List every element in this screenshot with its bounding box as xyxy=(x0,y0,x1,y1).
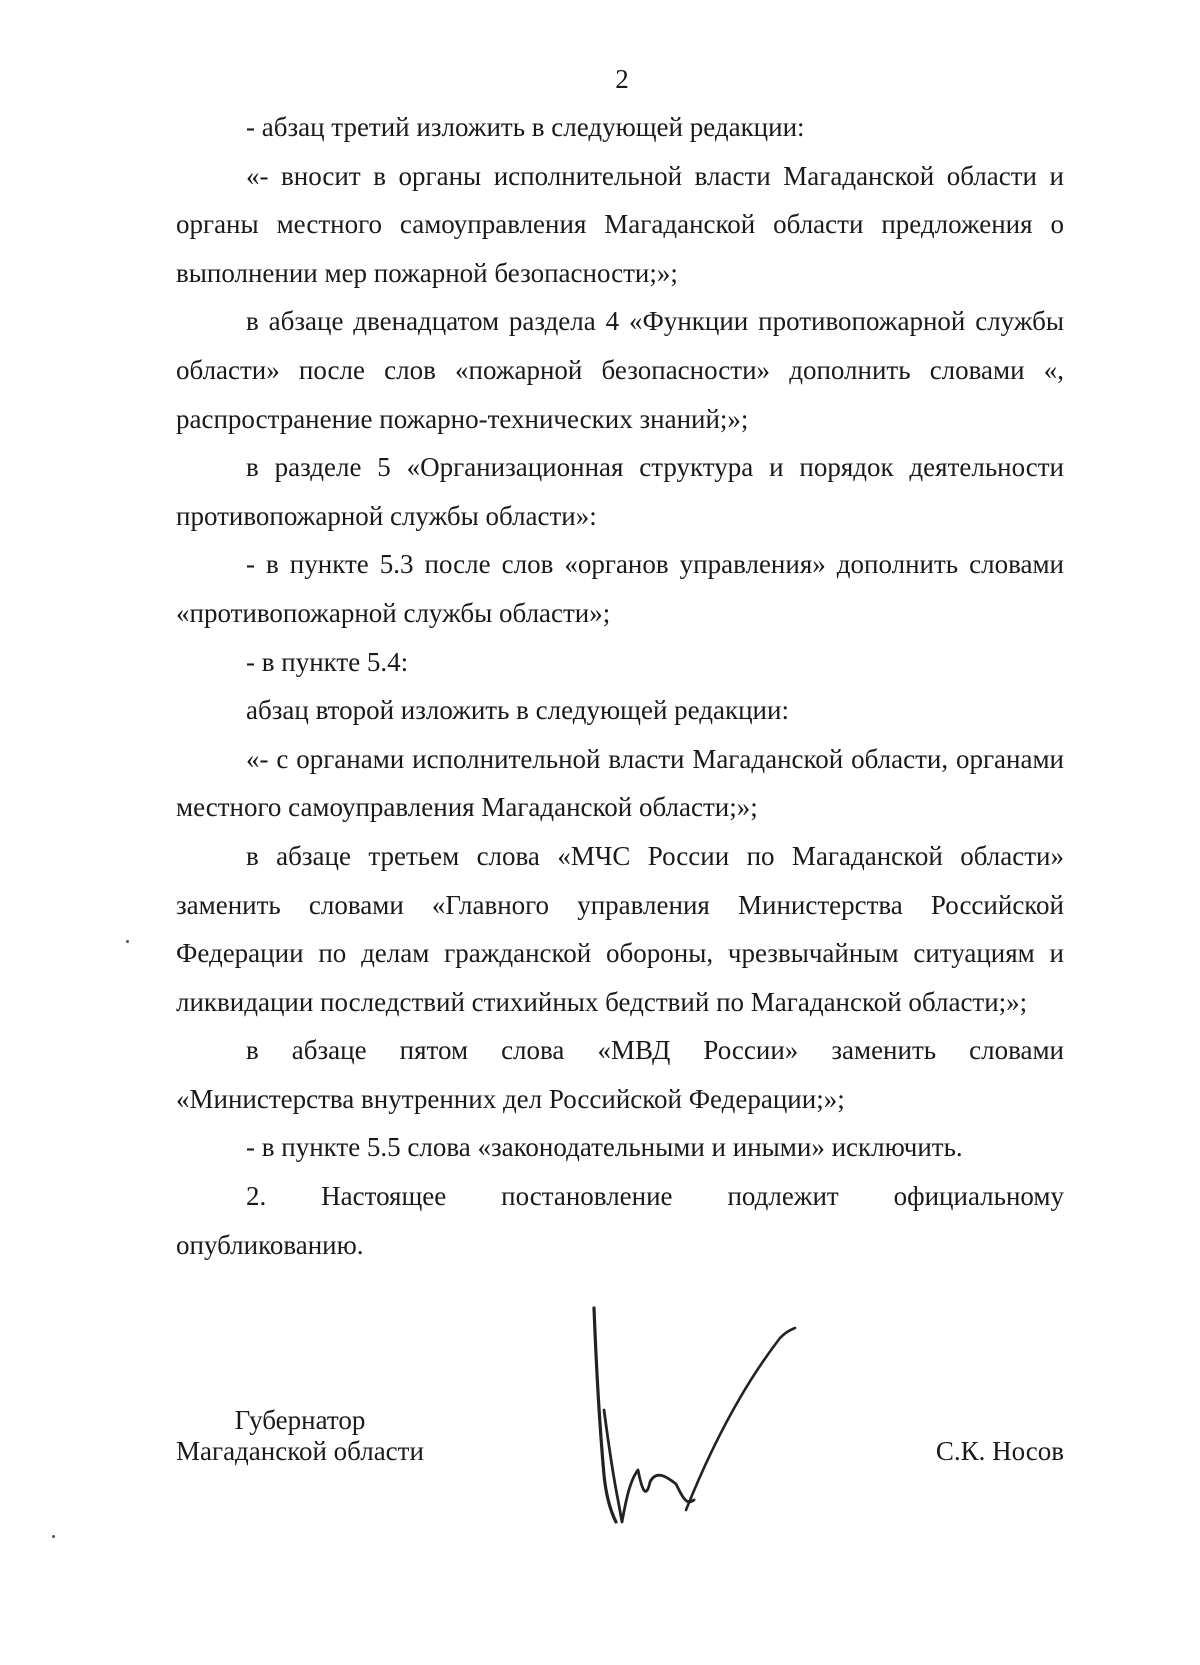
signer-position xyxy=(176,1405,424,1467)
paragraph: в разделе 5 «Организационная структура и порядок деятельности противопожарной службы области»: xyxy=(176,452,1064,531)
scan-speck xyxy=(52,1535,55,1538)
signer-position-line: Магаданской области xyxy=(176,1436,424,1466)
paragraph: - в пункте 5.3 после слов «органов управления» дополнить словами «противопожарной службы области»; xyxy=(176,549,1064,628)
handwritten-signature xyxy=(590,1300,820,1530)
paragraph: в абзаце двенадцатом раздела 4 «Функции противопожарной службы области» после слов «пожарной безопасности» дополнить словами «, распространение пожарно-технических знаний;»; xyxy=(176,306,1064,434)
signer-name: С.К. Носов xyxy=(935,1436,1064,1466)
page-number: 2 xyxy=(615,64,629,94)
paragraph: в абзаце третьем слова «МЧС России по Магаданской области» заменить словами «Главного управления Министерства Российской Федерации по делам гражданской обороны, чрезвычайным ситуациям и ликвидации последствий стихийных бедствий по Магаданской области;»; xyxy=(176,840,1064,1017)
paragraph: в абзаце пятом слова «МВД России» заменить словами «Министерства внутренних дел Российской Федерации;»; xyxy=(176,1035,1064,1114)
paragraph: «- вносит в органы исполнительной власти Магаданской области и органы местного самоуправления Магаданской области предложения о выполнении мер пожарной безопасности;»; xyxy=(176,160,1064,288)
signer-position-line: Губернатор xyxy=(234,1405,366,1435)
paragraph: - в пункте 5.5 слова «законодательными и иными» исключить. xyxy=(246,1132,963,1163)
document-body xyxy=(176,103,1064,1269)
paragraph: - абзац третий изложить в следующей редакции: xyxy=(246,112,805,142)
paragraph: «- с органами исполнительной власти Магаданской области, органами местного самоуправления Магаданской области;»; xyxy=(176,743,1064,823)
paragraph: абзац второй изложить в следующей редакции: xyxy=(246,695,789,726)
paragraph: - в пункте 5.4: xyxy=(246,646,409,677)
scan-speck xyxy=(126,940,129,943)
paragraph: 2. Настоящее постановление подлежит официальному опубликованию. xyxy=(176,1181,1064,1260)
